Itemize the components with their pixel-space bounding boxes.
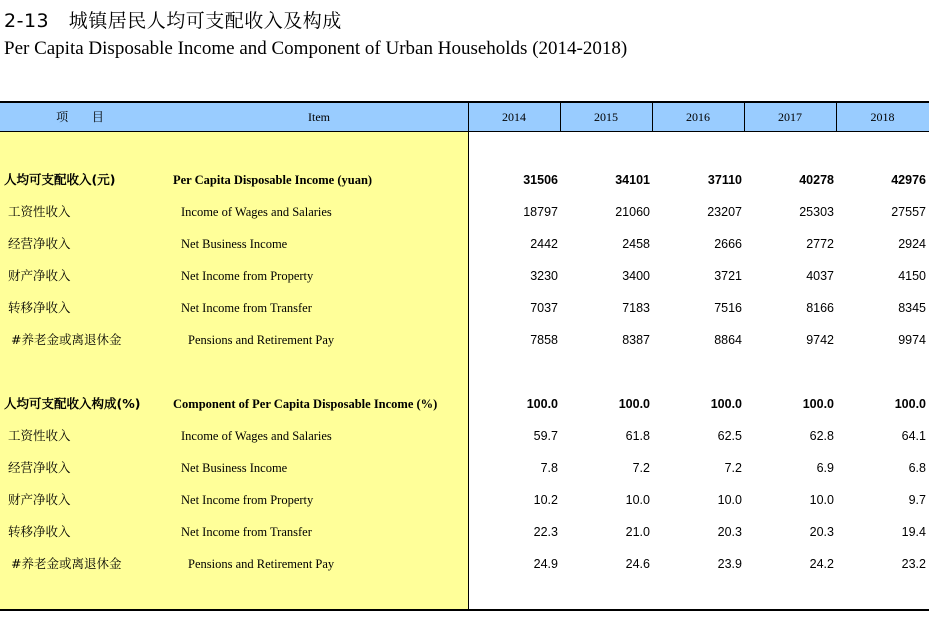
value-cell: 10.0 — [717, 493, 742, 507]
value-cell: 18797 — [523, 205, 558, 219]
value-cell: 9.7 — [908, 493, 926, 507]
column-divider — [560, 101, 561, 132]
table-row — [0, 484, 929, 516]
header-year: 2017 — [778, 110, 802, 124]
table-row — [0, 324, 929, 356]
value-cell: 3721 — [714, 269, 742, 283]
value-cell: 42976 — [891, 173, 926, 187]
row-label-cn: 财产净收入 — [8, 268, 71, 283]
table-row — [0, 388, 929, 420]
column-divider — [836, 101, 837, 132]
row-label-en: Income of Wages and Salaries — [181, 429, 332, 443]
row-label-en: Pensions and Retirement Pay — [188, 557, 335, 571]
value-cell: 7.8 — [540, 461, 558, 475]
row-label-cn: 人均可支配收入构成(%) — [4, 396, 141, 411]
value-cell: 100.0 — [618, 397, 650, 411]
value-cell: 24.2 — [809, 557, 834, 571]
value-cell: 23.2 — [901, 557, 926, 571]
value-cell: 21.0 — [625, 525, 650, 539]
row-label-cn: 转移净收入 — [8, 300, 71, 315]
header-item-en: Item — [308, 110, 330, 124]
value-cell: 2666 — [714, 237, 742, 251]
value-cell: 7037 — [530, 301, 558, 315]
page-title-en: Per Capita Disposable Income and Component of Urban Households (2014-2018) — [4, 38, 628, 59]
row-label-en: Net Income from Transfer — [181, 301, 312, 315]
row-label-cn: 经营净收入 — [8, 236, 71, 251]
value-cell: 10.0 — [809, 493, 834, 507]
row-label-en: Income of Wages and Salaries — [181, 205, 332, 219]
header-year: 2015 — [594, 110, 618, 124]
value-cell: 100.0 — [894, 397, 926, 411]
row-label-cn: 工资性收入 — [8, 204, 71, 219]
value-cell: 2442 — [530, 237, 558, 251]
header-item-cn: 项 目 — [56, 110, 114, 124]
value-cell: 62.8 — [809, 429, 834, 443]
table-row — [0, 516, 929, 548]
table-bottom-border — [0, 609, 929, 611]
row-label-en: Net Income from Property — [181, 269, 314, 283]
row-label-en: Component of Per Capita Disposable Income (%) — [173, 397, 438, 411]
column-divider — [744, 101, 745, 132]
value-cell: 100.0 — [802, 397, 834, 411]
row-label-cn: 财产净收入 — [8, 492, 71, 507]
value-cell: 24.6 — [625, 557, 650, 571]
row-label-en: Net Business Income — [181, 461, 288, 475]
value-cell: 10.0 — [625, 493, 650, 507]
data-table — [0, 101, 929, 611]
value-cell: 7.2 — [724, 461, 742, 475]
row-label-cn: 人均可支配收入(元) — [4, 172, 116, 187]
value-cell: 27557 — [891, 205, 926, 219]
value-cell: 6.8 — [908, 461, 926, 475]
value-cell: 59.7 — [533, 429, 558, 443]
table-header — [0, 101, 929, 132]
value-cell: 19.4 — [901, 525, 926, 539]
table-row — [0, 420, 929, 452]
value-cell: 10.2 — [533, 493, 558, 507]
table-row — [0, 548, 929, 580]
table-row — [0, 292, 929, 324]
header-year: 2018 — [870, 110, 895, 124]
table-top-border — [0, 101, 929, 103]
value-cell: 40278 — [799, 173, 834, 187]
value-cell: 37110 — [707, 173, 742, 187]
page-title-cn — [4, 6, 342, 33]
header-year: 2016 — [686, 110, 710, 124]
value-cell: 3230 — [530, 269, 558, 283]
value-cell: 7183 — [622, 301, 650, 315]
value-cell: 100.0 — [710, 397, 742, 411]
value-cell: 100.0 — [526, 397, 558, 411]
row-label-cn: 经营净收入 — [8, 460, 71, 475]
value-cell: 8387 — [622, 333, 650, 347]
row-label-en: Net Income from Property — [181, 493, 314, 507]
value-cell: 9742 — [806, 333, 834, 347]
value-cell: 8166 — [806, 301, 834, 315]
value-cell: 8864 — [714, 333, 742, 347]
value-cell: 21060 — [615, 205, 650, 219]
value-cell: 24.9 — [533, 557, 558, 571]
row-label-en: Net Income from Transfer — [181, 525, 312, 539]
table-row — [0, 228, 929, 260]
value-cell: 62.5 — [717, 429, 742, 443]
value-cell: 22.3 — [533, 525, 558, 539]
value-cell: 9974 — [898, 333, 926, 347]
row-label-en: Net Business Income — [181, 237, 288, 251]
header-year: 2014 — [502, 110, 526, 124]
value-cell: 23207 — [707, 205, 742, 219]
value-cell: 7.2 — [632, 461, 650, 475]
value-cell: 31506 — [523, 173, 558, 187]
row-label-cn: 工资性收入 — [8, 428, 71, 443]
value-cell: 64.1 — [901, 429, 926, 443]
row-label-en: Pensions and Retirement Pay — [188, 333, 335, 347]
row-label-cn: #养老金或离退休金 — [11, 332, 122, 347]
value-cell: 20.3 — [717, 525, 742, 539]
table-row — [0, 452, 929, 484]
table-row — [0, 164, 929, 196]
value-cell: 2772 — [806, 237, 834, 251]
header-bottom-border — [0, 131, 929, 132]
value-cell: 2458 — [622, 237, 650, 251]
table-row — [0, 196, 929, 228]
value-cell: 3400 — [622, 269, 650, 283]
table-code: 2-13 — [4, 10, 50, 32]
value-cell: 8345 — [898, 301, 926, 315]
value-cell: 7516 — [714, 301, 742, 315]
value-cell: 2924 — [898, 237, 926, 251]
value-cell: 20.3 — [809, 525, 834, 539]
row-label-cn: #养老金或离退休金 — [11, 556, 122, 571]
table-row — [0, 260, 929, 292]
value-cell: 6.9 — [816, 461, 834, 475]
row-label-en: Per Capita Disposable Income (yuan) — [173, 173, 373, 187]
value-cell: 7858 — [530, 333, 558, 347]
row-label-cn: 转移净收入 — [8, 524, 71, 539]
value-cell: 34101 — [615, 173, 650, 187]
value-cell: 23.9 — [717, 557, 742, 571]
value-cell: 61.8 — [625, 429, 650, 443]
value-cell: 4150 — [898, 269, 926, 283]
table-title-cn: 城镇居民人均可支配收入及构成 — [68, 10, 342, 32]
column-divider — [652, 101, 653, 132]
value-cell: 25303 — [799, 205, 834, 219]
value-cell: 4037 — [806, 269, 834, 283]
